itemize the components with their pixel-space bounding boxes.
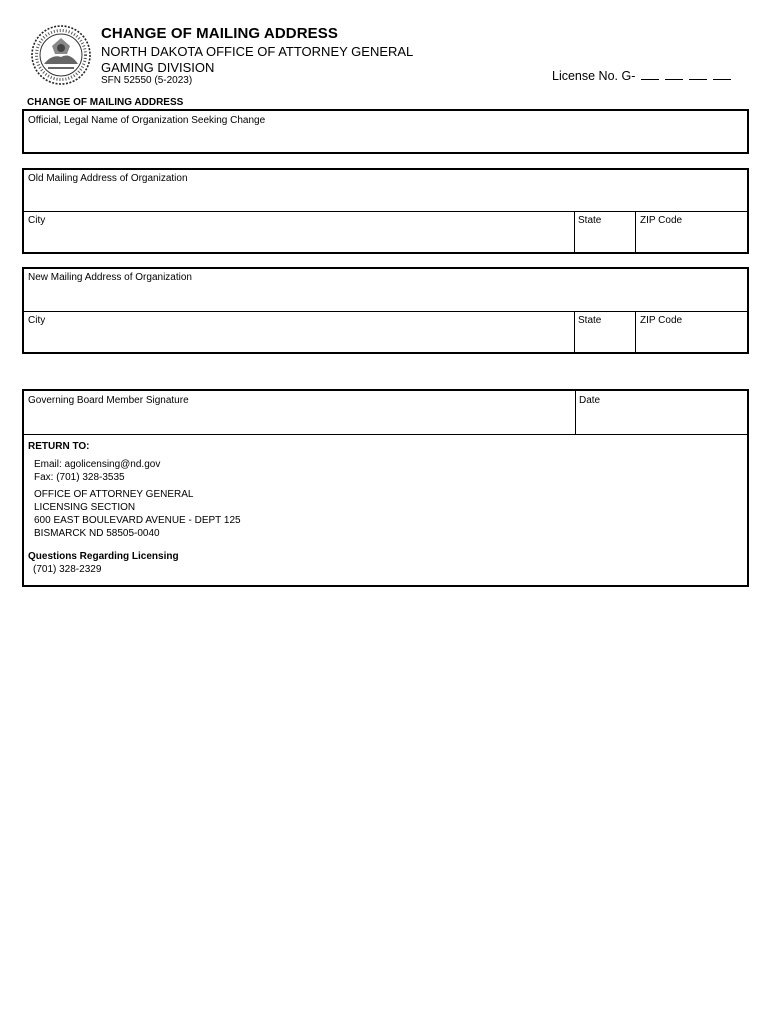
questions-phone: (701) 328-2329 — [33, 564, 102, 575]
new-zip-label: ZIP Code — [640, 315, 683, 326]
signature-field[interactable] — [24, 391, 575, 434]
license-digit-1-field[interactable] — [641, 69, 659, 80]
section-heading: CHANGE OF MAILING ADDRESS — [27, 97, 184, 108]
signature-label: Governing Board Member Signature — [28, 395, 189, 406]
new-state-label: State — [578, 315, 602, 326]
new-address-label: New Mailing Address of Organization — [28, 272, 192, 283]
new-address-field[interactable] — [24, 269, 747, 311]
old-state-field[interactable] — [575, 212, 635, 252]
return-address-line: OFFICE OF ATTORNEY GENERAL — [34, 489, 194, 500]
new-address-block — [22, 267, 749, 354]
old-zip-field[interactable] — [636, 212, 747, 252]
agency-name: NORTH DAKOTA OFFICE OF ATTORNEY GENERAL — [101, 44, 414, 59]
license-digit-4-field[interactable] — [713, 69, 731, 80]
form-title: CHANGE OF MAILING ADDRESS — [101, 25, 338, 42]
old-address-field[interactable] — [24, 170, 747, 211]
license-label: License No. G- — [552, 69, 636, 83]
old-city-label: City — [28, 215, 46, 226]
division-name: GAMING DIVISION — [101, 60, 215, 75]
date-label: Date — [579, 395, 601, 406]
org-name-field[interactable] — [22, 109, 749, 154]
return-address-line: LICENSING SECTION — [34, 502, 136, 513]
license-digit-2-field[interactable] — [665, 69, 683, 80]
form-number: SFN 52550 (5-2023) — [101, 75, 193, 86]
return-address-line: 600 EAST BOULEVARD AVENUE - DEPT 125 — [34, 515, 241, 526]
return-to-heading: RETURN TO: — [28, 441, 90, 452]
return-address-line: BISMARCK ND 58505-0040 — [34, 528, 160, 539]
state-seal-icon — [30, 24, 92, 86]
new-city-label: City — [28, 315, 46, 326]
old-state-label: State — [578, 215, 602, 226]
license-digit-3-field[interactable] — [689, 69, 707, 80]
old-zip-label: ZIP Code — [640, 215, 683, 226]
signature-return-block — [22, 389, 749, 587]
old-address-block — [22, 168, 749, 254]
org-name-label: Official, Legal Name of Organization Seeking Change — [28, 115, 266, 126]
old-address-label: Old Mailing Address of Organization — [28, 173, 188, 184]
new-city-field[interactable] — [24, 312, 574, 352]
divider — [24, 434, 747, 435]
date-field[interactable] — [576, 391, 747, 434]
return-email: Email: agolicensing@nd.gov — [34, 459, 161, 470]
return-fax: Fax: (701) 328-3535 — [34, 472, 125, 483]
questions-heading: Questions Regarding Licensing — [28, 551, 179, 562]
old-city-field[interactable] — [24, 212, 574, 252]
new-state-field[interactable] — [575, 312, 635, 352]
new-zip-field[interactable] — [636, 312, 747, 352]
license-number — [552, 69, 731, 83]
